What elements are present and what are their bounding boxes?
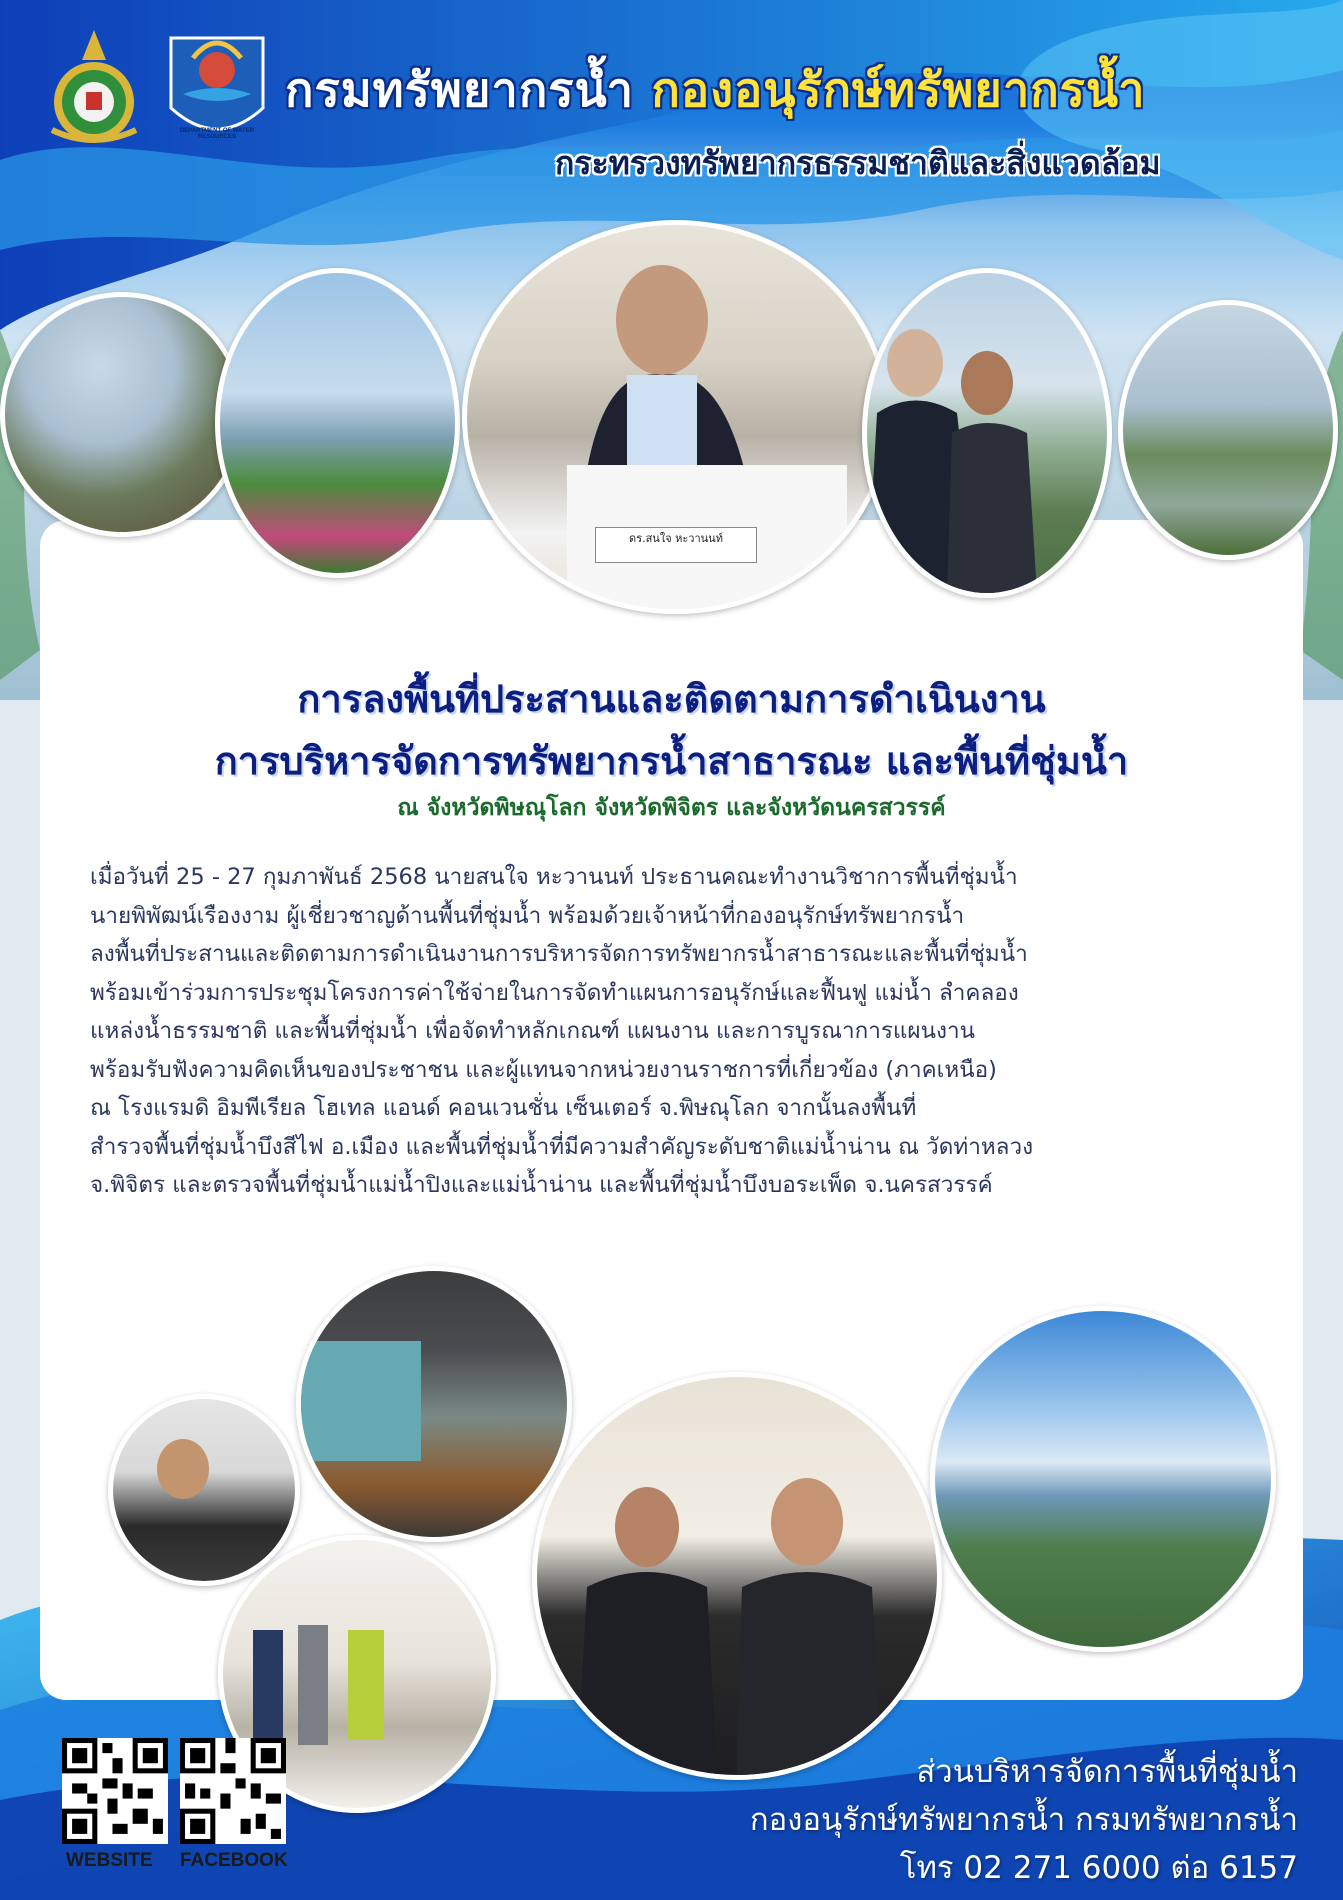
ministry-emblem-logo [42,30,146,148]
photo-video-conference [296,1266,572,1542]
photo-river-garden [215,268,460,578]
contact-unit: ส่วนบริหารจัดการพื้นที่ชุ่มน้ำ [916,1754,1298,1790]
qr-facebook[interactable] [180,1738,286,1844]
photo-meeting-chair [462,220,890,614]
headline-location: ณ จังหวัดพิษณุโลก จังหวัดพิจิตร และจังหวัดนครสวรรค์ [397,795,946,821]
body-line: แหล่งน้ำธรรมชาติ และพื้นที่ชุ่มน้ำ เพื่อจัดทำหลักเกณฑ์ แผนงาน และการบูรณาการแผนงาน [90,1018,975,1044]
photo-river-landscape [1118,300,1338,560]
body-line: พร้อมรับฟังความคิดเห็นของประชาชน และผู้แทนจากหน่วยงานราชการที่เกี่ยวข้อง (ภาคเหนือ) [90,1056,997,1083]
ministry-title: กระทรวงทรัพยากรธรรมชาติและสิ่งแวดล้อม [555,144,1161,182]
qr-website[interactable] [62,1738,168,1844]
body-line: ณ โรงแรมดิ อิมพีเรียล โฮเทล แอนด์ คอนเวนชั่น เซ็นเตอร์ จ.พิษณุโลก จากนั้นลงพื้นที่ [90,1095,917,1121]
division-name: กองอนุรักษ์ทรัพยากรน้ำ [651,63,1146,118]
photo-two-officials-seated [532,1372,942,1780]
contact-phone: โทร 02 271 6000 ต่อ 6157 [899,1850,1298,1886]
body-line: พร้อมเข้าร่วมการประชุมโครงการค่าใช้จ่ายในการจัดทำแผนการอนุรักษ์และฟื้นฟู แม่น้ำ ลำคลอง [90,979,1019,1006]
photo-wetland-lake [930,1306,1276,1652]
department-name: กรมทรัพยากรน้ำ [285,63,635,118]
headline-line-2: การบริหารจัดการทรัพยากรน้ำสาธารณะ และพื้นที่ชุ่มน้ำ [214,739,1129,783]
dwr-logo-text: DEPARTMENT OF WATER RESOURCES [179,128,255,140]
projector-screen [301,1341,421,1461]
name-plate: ดร.สนใจ หะวานนท์ [595,527,757,563]
body-line: เมื่อวันที่ 25 - 27 กุมภาพันธ์ 2568 นายสนใจ หะวานนท์ ประธานคณะทำงานวิชาการพื้นที่ชุ่มน้ำ [90,864,1018,890]
body-line: ลงพื้นที่ประสานและติดตามการดำเนินงานการบริหารจัดการทรัพยากรน้ำสาธารณะและพื้นที่ชุ่มน้ำ [90,941,1028,967]
body-line: จ.พิจิตร และตรวจพื้นที่ชุ่มน้ำแม่น้ำปิงและแม่น้ำน่าน และพื้นที่ชุ่มน้ำบึงบอระเพ็ด จ.นครสวรรค์ [90,1172,993,1198]
body-line: นายพิพัฒน์เรืองงาม ผู้เชี่ยวชาญด้านพื้นที่ชุ่มน้ำ พร้อมด้วยเจ้าหน้าที่กองอนุรักษ์ทรัพยากรน้ำ [90,902,965,929]
qr-website-label: WEBSITE [66,1850,153,1871]
body-line: สำรวจพื้นที่ชุ่มน้ำบึงสีไฟ อ.เมือง และพื้นที่ชุ่มน้ำที่มีความสำคัญระดับชาติแม่น้ำน่าน ณ วัดท่าหลวง [90,1133,1034,1160]
contact-division: กองอนุรักษ์ทรัพยากรน้ำ กรมทรัพยากรน้ำ [749,1802,1298,1838]
department-title [285,52,1145,127]
dwr-logo [163,28,271,146]
photo-officials-river-view [862,268,1112,598]
body-paragraph [90,858,1250,1205]
qr-facebook-label: FACEBOOK [180,1850,288,1871]
headline-line-1: การลงพื้นที่ประสานและติดตามการดำเนินงาน [297,677,1046,721]
photo-riverbank-site [0,292,245,537]
